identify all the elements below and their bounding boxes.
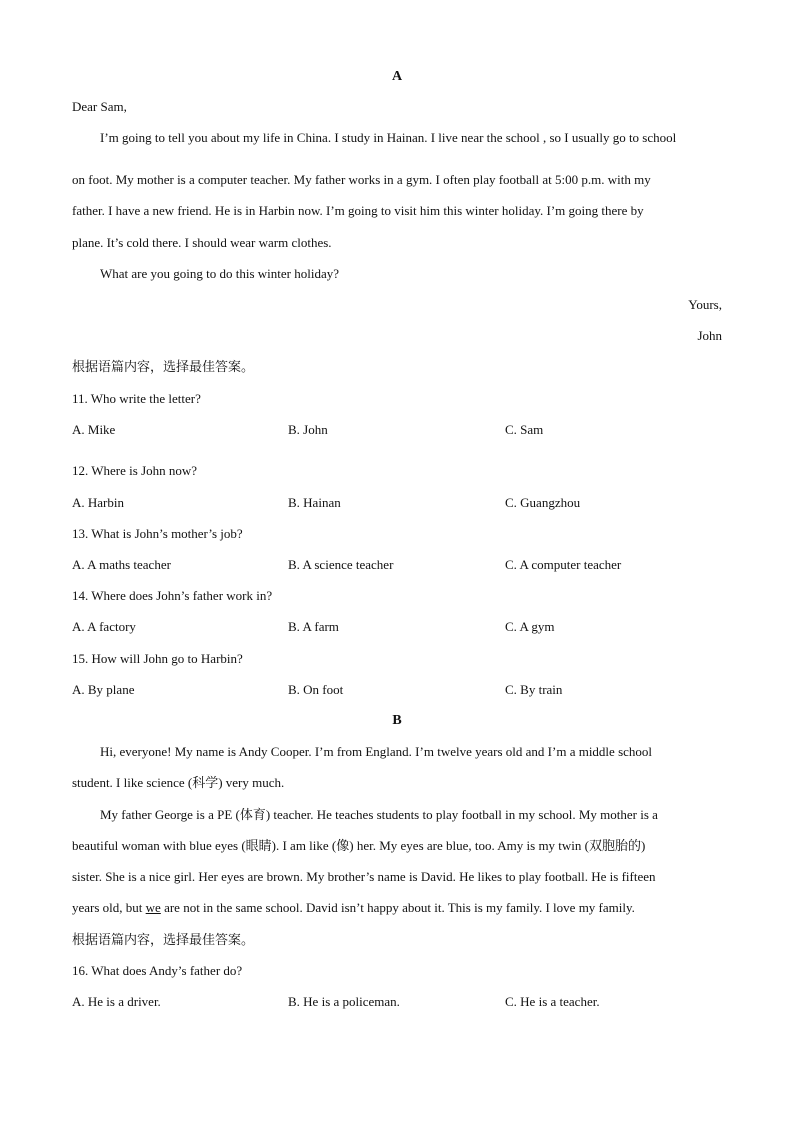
option-14-c: C. A gym [505,619,555,634]
letter-line-5: What are you going to do this winter holiday? [100,266,340,281]
section-heading-a: A [391,69,403,84]
question-12: 12. Where is John now? [72,463,198,478]
passage-b-line-5: sister. She is a nice girl. Her eyes are brown. My brother’s name is David. He likes to play football. He is fifteen [72,869,656,884]
letter-line-1: I’m going to tell you about my life in China. I study in Hainan. I live near the school , so I usually go to school [100,130,677,145]
option-11-c: C. Sam [505,422,544,437]
instruction-a: 根据语篇内容，选择最佳答案。 [72,359,255,374]
passage-b-line-6-pre: years old, but [72,900,146,915]
question-16: 16. What does Andy’s father do? [72,963,243,978]
option-14-b: B. A farm [288,619,339,634]
passage-b-line-2: student. I like science (科学) very much. [72,775,285,790]
question-15: 15. How will John go to Harbin? [72,651,243,666]
letter-greeting: Dear Sam, [72,99,127,114]
question-11: 11. Who write the letter? [72,391,201,406]
option-15-a: A. By plane [72,682,135,697]
option-16-a: A. He is a driver. [72,994,161,1009]
letter-line-2: on foot. My mother is a computer teacher. My father works in a gym. I often play football at 5:00 p.m. with my [72,172,651,187]
option-13-c: C. A computer teacher [505,557,622,572]
option-12-b: B. Hainan [288,495,341,510]
letter-closing: Yours, [688,297,722,312]
letter-line-3: father. I have a new friend. He is in Harbin now. I’m going to visit him this winter holiday. I’m going there by [72,203,644,218]
letter-line-4: plane. It’s cold there. I should wear warm clothes. [72,235,332,250]
option-12-c: C. Guangzhou [505,495,581,510]
option-13-b: B. A science teacher [288,557,394,572]
underlined-word-we: we [145,900,161,915]
option-13-a: A. A maths teacher [72,557,171,572]
passage-b-line-4: beautiful woman with blue eyes (眼睛). I am like (像) her. My eyes are blue, too. Amy is my twin (双胞胎的) [72,838,646,853]
question-13: 13. What is John’s mother’s job? [72,526,243,541]
passage-b-line-6-post: are not in the same school. David isn’t happy about it. This is my family. I love my family. [160,900,635,915]
instruction-b: 根据语篇内容，选择最佳答案。 [72,932,255,947]
option-11-a: A. Mike [72,422,116,437]
passage-b-line-6 [72,900,635,916]
section-heading-b: B [392,713,402,728]
option-11-b: B. John [288,422,328,437]
option-15-b: B. On foot [288,682,344,697]
option-12-a: A. Harbin [72,495,124,510]
passage-b-line-1: Hi, everyone! My name is Andy Cooper. I’m from England. I’m twelve years old and I’m a middle school [100,744,653,759]
option-16-b: B. He is a policeman. [288,994,400,1009]
letter-signature: John [697,328,722,343]
question-14: 14. Where does John’s father work in? [72,588,273,603]
option-15-c: C. By train [505,682,563,697]
option-14-a: A. A factory [72,619,136,634]
passage-b-line-3: My father George is a PE (体育) teacher. He teaches students to play football in my school. My mother is a [100,807,658,822]
option-16-c: C. He is a teacher. [505,994,600,1009]
